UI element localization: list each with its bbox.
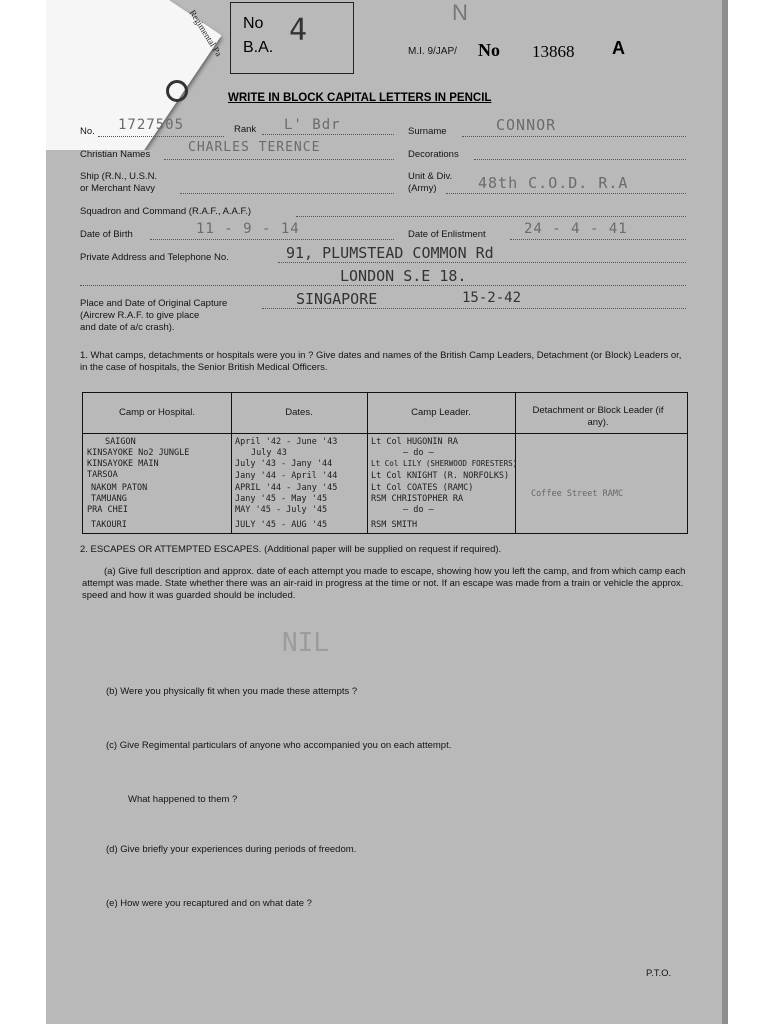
christian-names-label: Christian Names: [80, 149, 151, 160]
table-header-rule: [83, 433, 687, 434]
form-reference: M.I. 9/JAP/: [408, 46, 457, 57]
row-dates: April '42 - June '43: [235, 437, 338, 447]
no-line: [98, 136, 224, 137]
serial-number: 13868: [532, 42, 575, 61]
row-dates: MAY '45 - July '45: [235, 505, 328, 515]
capture-line: [262, 308, 686, 309]
surname-value: CONNOR: [496, 116, 557, 134]
capture-label: Place and Date of Original Capture: [80, 298, 228, 309]
number-label: No: [478, 40, 500, 60]
unit-label: Unit & Div.: [408, 171, 453, 182]
question-2a: (a) Give full description and approx. date of each attempt you made to escape, showing how you left the camp, and from which camp each attempt was made. State whether there was an air-raid in progress at the time or not. If an escape was made from a train or vehicle the approx. speed and how it was guarded should be included.: [82, 566, 686, 601]
question-2c-sub: What happened to them ?: [128, 794, 238, 805]
folded-label: Regimental Pa: [187, 8, 224, 59]
capture-place: SINGAPORE: [296, 290, 378, 308]
col-dates: Dates.: [285, 407, 313, 418]
escape-answer: NIL: [282, 628, 329, 658]
address-label: Private Address and Telephone No.: [80, 252, 229, 263]
rank-label: Rank: [234, 124, 257, 135]
row-leader: RSM SMITH: [371, 520, 418, 530]
squadron-line: [296, 216, 686, 217]
address-value-1: 91, PLUMSTEAD COMMON Rd: [286, 244, 494, 262]
row-camp: TARSOA: [87, 470, 118, 480]
series-letter: A: [612, 38, 625, 58]
row-camp: TAKOURI: [91, 520, 127, 530]
row-leader: — do —: [403, 505, 434, 515]
row-camp: NAKOM PATON: [91, 483, 148, 493]
ship-line: [180, 193, 394, 194]
row-leader: Lt Col KNIGHT (R. NORFOLKS): [371, 471, 510, 481]
capture-label-2: (Aircrew R.A.F. to give place: [80, 310, 200, 321]
unit-value: 48th C.O.D. R.A: [478, 174, 629, 192]
col-detachment: Detachment or Block Leader (if any).: [532, 405, 664, 428]
corner-mark: N: [452, 0, 468, 25]
box-handwritten-number: 4: [289, 13, 308, 48]
capture-date: 15-2-42: [462, 290, 522, 306]
question-1: 1. What camps, detachments or hospitals were you in ? Give dates and names of the British Camp Leaders, Detachment (or Block) Leaders or, in the case of hospitals, the Senior British Medical Officers.: [80, 350, 682, 373]
staple-icon: [166, 80, 188, 102]
pto-label: P.T.O.: [646, 968, 672, 979]
unit-line: [446, 193, 686, 194]
row-camp: SAIGON: [105, 437, 136, 447]
row-leader: — do —: [403, 448, 434, 458]
no-label: No.: [80, 126, 95, 137]
enlistment-label: Date of Enlistment: [408, 229, 486, 240]
address-line-1: [278, 262, 686, 263]
form-title: WRITE IN BLOCK CAPITAL LETTERS IN PENCIL: [228, 92, 492, 104]
no-value: 1727505: [118, 117, 185, 133]
decorations-label: Decorations: [408, 149, 459, 160]
col-camp: Camp or Hospital.: [118, 407, 196, 418]
ship-label-2: or Merchant Navy: [80, 183, 155, 194]
row-leader: RSM CHRISTOPHER RA: [371, 494, 464, 504]
row-dates: Jany '45 - May '45: [235, 494, 328, 504]
rank-line: [262, 134, 394, 135]
row-dates: July 43: [251, 448, 287, 458]
enlistment-value: 24 - 4 - 41: [524, 221, 628, 237]
rank-value: L' Bdr: [284, 117, 341, 133]
box-no-label: No: [243, 15, 264, 32]
question-2c: (c) Give Regimental particulars of anyone who accompanied you on each attempt.: [106, 740, 452, 751]
unit-label-2: (Army): [408, 183, 437, 194]
christian-names-line: [164, 159, 394, 160]
row-dates: Jany '44 - April '44: [235, 471, 338, 481]
address-value-2: LONDON S.E 18.: [340, 267, 467, 285]
dob-value: 11 - 9 - 14: [196, 221, 300, 237]
surname-line: [462, 136, 686, 137]
col-leader: Camp Leader.: [411, 407, 471, 418]
row-dates: JULY '45 - AUG '45: [235, 520, 328, 530]
question-2e: (e) How were you recaptured and on what date ?: [106, 898, 312, 909]
row-camp: PRA CHEI: [87, 505, 128, 515]
dob-line: [150, 239, 394, 240]
address-line-2: [80, 285, 686, 286]
ship-label: Ship (R.N., U.S.N.: [80, 171, 158, 182]
capture-label-3: and date of a/c crash).: [80, 322, 175, 333]
ba-box: [230, 2, 354, 74]
decorations-line: [474, 159, 686, 160]
box-ba-label: B.A.: [243, 39, 274, 56]
detachment-note: Coffee Street RAMC: [531, 489, 624, 499]
row-leader: Lt Col HUGONIN RA: [371, 437, 458, 447]
question-2-heading: 2. ESCAPES OR ATTEMPTED ESCAPES. (Additional paper will be supplied on request if required).: [80, 544, 502, 555]
enlistment-line: [510, 239, 686, 240]
squadron-label: Squadron and Command (R.A.F., A.A.F.): [80, 206, 252, 217]
sheet-edge: [722, 0, 728, 1024]
row-camp: KINSAYOKE No2 JUNGLE: [87, 448, 190, 458]
christian-names-value: CHARLES TERENCE: [188, 140, 321, 155]
question-2d: (d) Give briefly your experiences during periods of freedom.: [106, 844, 357, 855]
row-leader: Lt Col LILY (SHERWOOD FORESTERS): [371, 459, 518, 468]
row-leader: Lt Col COATES (RAMC): [371, 483, 474, 493]
row-camp: KINSAYOKE MAIN: [87, 459, 159, 469]
surname-label: Surname: [408, 126, 447, 137]
row-camp: TAMUANG: [91, 494, 127, 504]
camps-table: [82, 392, 688, 534]
dob-label: Date of Birth: [80, 229, 133, 240]
question-2b: (b) Were you physically fit when you made these attempts ?: [106, 686, 358, 697]
row-dates: APRIL '44 - Jany '45: [235, 483, 338, 493]
row-dates: July '43 - Jany '44: [235, 459, 333, 469]
